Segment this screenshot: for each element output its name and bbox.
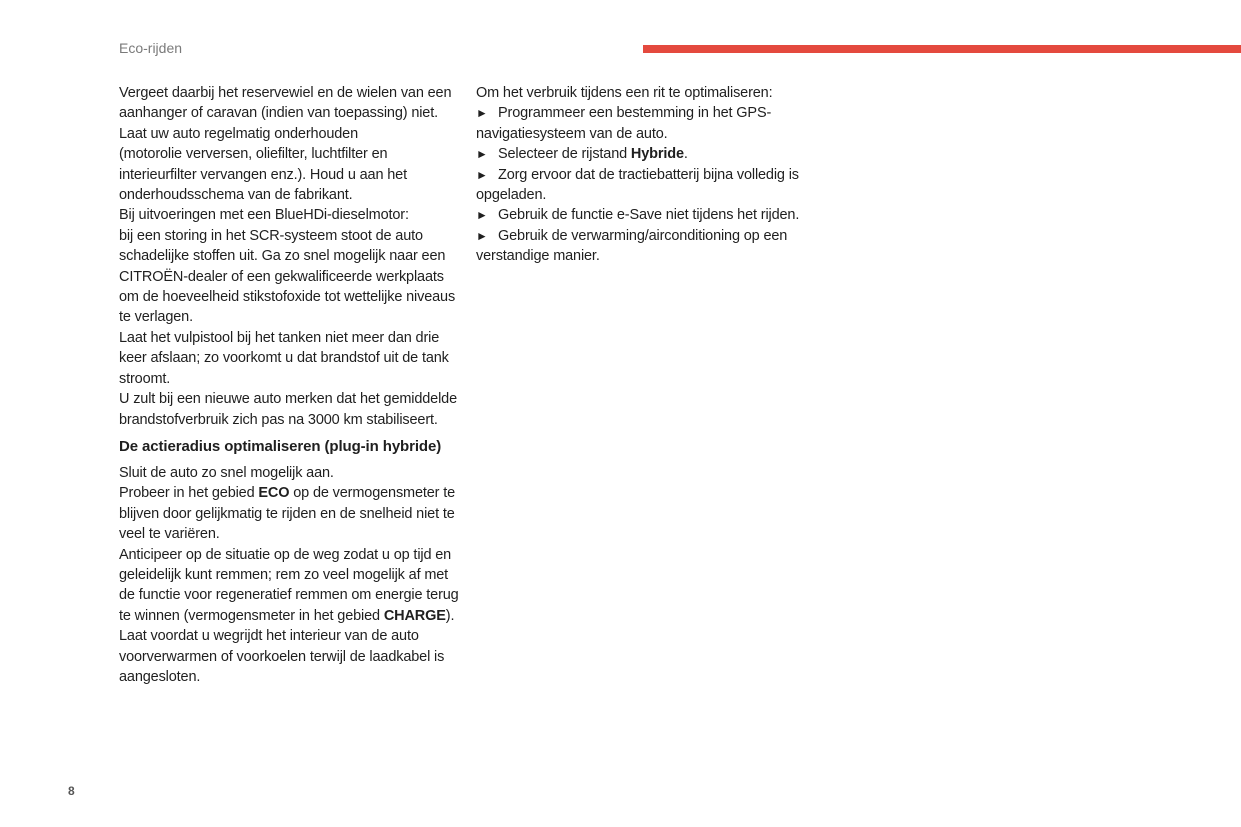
bullet-climate-text: Gebruik de verwarming/airconditioning op een verstandige manier. [476,227,788,265]
paragraph-new-car-consumption: U zult bij een nieuwe auto merken dat het gemiddelde brandstofverbruik zich pas na 3000 km stabiliseert. [119,391,457,428]
charge-text-pre: Anticipeer op de situatie op de weg zodat u op tijd en geleidelijk kunt remmen; rem zo veel mogelijk af met de functie voor regeneratief remmen om energie terug te winnen (vermogensmeter in het gebied [119,546,459,624]
arrow-bullet-icon: ► [476,208,488,223]
charge-text-post: ). [445,607,455,624]
arrow-bullet-icon: ► [476,147,488,162]
bullet-hybrid-mode [476,144,816,164]
eco-text-post: op de vermogensmeter te blijven door gelijkmatig te rijden en de snelheid niet te veel te variëren. [119,485,456,543]
paragraph-trip-intro: Om het verbruik tijdens een rit te optimaliseren: [476,85,773,101]
section-accent-bar [643,45,1241,53]
charge-label: CHARGE [383,607,446,624]
paragraph-bluehdi-intro: Bij uitvoeringen met een BlueHDi-dieselmotor: [119,207,409,224]
arrow-bullet-icon: ► [476,106,488,121]
bullet-hybrid-text-post: . [683,146,688,163]
bullet-climate [476,226,816,267]
bullet-battery [476,165,816,206]
paragraph-maintenance-detail: (motorolie verversen, oliefilter, luchtfilter en interieurfilter vervangen enz.). Houd u aan het onderhoudsschema van de fabrikant. [119,146,407,204]
paragraph-preconditioning: Laat voordat u wegrijdt het interieur van de auto voorverwarmen of voorkoelen terwijl de laadkabel is aangesloten. [119,628,445,685]
paragraph-spare-wheel: Vergeet daarbij het reservewiel en de wielen van een aanhanger of caravan (indien van toepassing) niet. [119,85,452,122]
heading-optimise-range: De actieradius optimaliseren (plug-in hybride) [119,437,442,455]
paragraph-refuelling: Laat het vulpistool bij het tanken niet meer dan drie keer afslaan; zo voorkomt u dat brandstof uit de tank stroomt. [119,329,449,387]
bullet-esave-text: Gebruik de functie e-Save niet tijdens het rijden. [498,207,800,224]
arrow-bullet-icon: ► [476,167,488,182]
bullet-hybrid-text-pre: Selecteer de rijstand [498,146,631,163]
paragraph-regenerative-braking [119,545,459,627]
section-title: Eco-rijden [119,40,183,56]
eco-text-pre: Probeer in het gebied [119,485,259,502]
bullet-battery-text: Zorg ervoor dat de tractiebatterij bijna volledig is opgeladen. [476,166,799,204]
eco-label: ECO [258,485,290,502]
arrow-bullet-icon: ► [476,228,488,243]
paragraph-bluehdi-detail: bij een storing in het SCR-systeem stoot de auto schadelijke stoffen uit. Ga zo snel mogelijk naar een CITROËN-dealer of een gekwalificeerde werkplaats om de hoeveelheid stikstofoxide tot wettelijke niveaus te verlagen. [119,227,456,326]
bullet-gps-text: Programmeer een bestemming in het GPS-navigatiesysteem van de auto. [476,105,772,142]
page-number: 8 [68,784,75,798]
hybrid-mode-label: Hybride [630,146,684,163]
paragraph-eco-zone [119,483,459,544]
right-column [476,83,816,267]
left-column [119,83,459,687]
bullet-esave [476,205,816,225]
paragraph-plug-in: Sluit de auto zo snel mogelijk aan. [119,464,334,481]
paragraph-maintenance-intro: Laat uw auto regelmatig onderhouden [119,125,359,142]
bullet-gps [476,103,816,144]
